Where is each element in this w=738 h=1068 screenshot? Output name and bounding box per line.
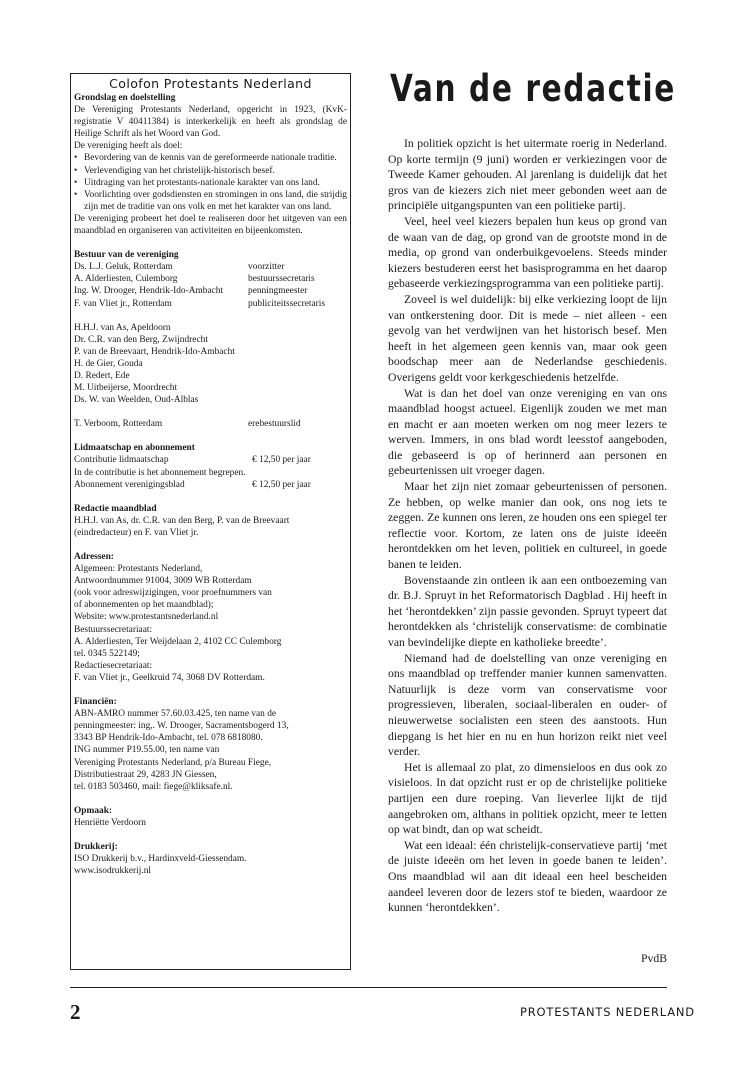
bestuur-lid: H.H.J. van As, Apeldoorn	[74, 322, 171, 333]
financien-heading: Financiën:	[74, 697, 117, 708]
colofon-box	[70, 73, 351, 970]
bestuur-role: bestuurssecretaris	[248, 274, 315, 285]
opmaak-section	[74, 805, 347, 829]
doel-item: • Uitdraging van het protestants-nationale karakter van ons land.	[74, 177, 347, 189]
article-paragraph: Wat een ideaal: één christelijk-conservatieve partij ‘met de juiste ideeën om het leven in goede banen te leiden’. Ons maandblad wil aan dit ideaal een heel bescheiden aandeel leveren door de lezers stof te bieden, waardoor ze kunnen ‘herontdekken’.	[388, 838, 667, 915]
adres-line: tel. 0345 522149;	[74, 648, 140, 659]
bestuur-row	[74, 261, 347, 273]
article-paragraph: Maar het zijn niet zomaar gebeurtenissen of personen. Ze hebben, op welke manier dan ook, ons nog iets te zeggen. Ze kunnen ons leren, ze houden ons een spiegel ter reflectie voor. Kortom, ze laten ons de juiste ideeën herontdekken om het leven, politiek en cultureel, in goede banen te leiden.	[388, 480, 667, 572]
adressen-heading: Adressen:	[74, 552, 114, 562]
adres-line: A. Alderliesten, Ter Weijdelaan 2, 4102 CC Culemborg	[74, 636, 282, 647]
doel-item: • Voorlichting over godsdiensten en stromingen in ons land, die strijdig zijn met de traditie van ons volk en met het karakter van ons land.	[74, 189, 347, 213]
bestuur-lid: P. van de Breevaart, Hendrik-Ido-Ambacht	[74, 346, 235, 357]
financien-section	[74, 696, 347, 793]
erebestuur-row	[74, 418, 347, 430]
bestuur-name: Ing. W. Drooger, Hendrik-Ido-Ambacht	[74, 286, 224, 297]
contributie-row	[74, 454, 347, 466]
adres-line: (ook voor adreswijzigingen, voor proefnummers van	[74, 588, 272, 599]
bestuur-lid: Dr. C.R. van den Berg, Zwijndrecht	[74, 334, 208, 345]
doel-intro: De vereniging heeft als doel:	[74, 141, 183, 152]
financien-line: Distributiestraat 29, 4283 JN Giessen,	[74, 769, 217, 780]
opmaak-heading: Opmaak:	[74, 805, 113, 816]
doel-item: • Bevordering van de kennis van de gereformeerde nationale traditie.	[74, 152, 347, 164]
redactie-heading: Redactie maandblad	[74, 503, 157, 514]
drukkerij-heading: Drukkerij:	[74, 841, 118, 852]
adres-line: Antwoordnummer 91004, 3009 WB Rotterdam	[74, 576, 252, 587]
bestuur-name: Ds. L.J. Geluk, Rotterdam	[74, 262, 173, 273]
article-paragraph: Bovenstaande zin ontleen ik aan een ontboezeming van dr. B.J. Spruyt in het Reformatorisch Dagblad . Hij heeft in het ‘herontdekken’ zijn passie gevonden. Spruyt typeert dat herontdekken als ‘christelijk conservatisme: de combinatie van bevindelijke diepte en katholieke breedte’.	[388, 573, 667, 649]
publication-name: PROTESTANTS NEDERLAND	[520, 1005, 695, 1019]
opmaak-text: Henriëtte Verdoorn	[74, 817, 146, 828]
abonnement-label: Abonnement verenigingsblad	[74, 479, 185, 490]
bestuur-name: A. Alderliesten, Culemborg	[74, 274, 178, 285]
bestuur-lid: D. Redert, Ede	[74, 370, 130, 381]
doel-item: • Verlevendiging van het christelijk-historisch besef.	[74, 165, 347, 177]
financien-line: ABN-AMRO nummer 57.60.03.425, ten name van de	[74, 709, 277, 720]
drukkerij-section	[74, 841, 347, 877]
bestuur-lid: H. de Gier, Gouda	[74, 358, 143, 369]
bestuur-heading: Bestuur van de vereniging	[74, 250, 179, 261]
article-paragraph: Zoveel is wel duidelijk: bij elke verkiezing loopt de lijn van ontkerstening door. Dit is mede – niet alleen - een gevolg van het verdwijnen van het historisch besef. Men heeft in het algemeen geen kennis van, maar ook geen boodschap meer aan de Nederlandse geschiedenis. Overigens geldt voor kerkgeschiedenis hetzelfde.	[388, 292, 667, 384]
grondslag-text: De Vereniging Protestants Nederland, opgericht in 1923, (KvK-registratie V 40411384) is interkerkelijk en heeft als grondslag de Heilige Schrift als het Woord van God.	[74, 105, 347, 140]
lidmaatschap-heading: Lidmaatschap en abonnement	[74, 443, 195, 454]
bestuur-role: publiciteitssecretaris	[248, 298, 326, 309]
article-body	[388, 136, 667, 916]
article-paragraph: In politiek opzicht is het uitermate roerig in Nederland. Op korte termijn (9 juni) worden er verkiezingen voor de Tweede Kamer gehouden. Al jarenlang is duidelijk dat het gros van de kiezers zich niet meer gebonden weet aan de principiële uitgangspunten van een politieke partij.	[388, 137, 667, 213]
bestuur-name: F. van Vliet jr., Rotterdam	[74, 298, 172, 309]
adres-line: Redactiesecretariaat:	[74, 660, 153, 671]
footer-divider	[70, 987, 667, 988]
bestuur-role: voorzitter	[248, 262, 285, 273]
financien-line: ING nummer P19.55.00, ten name van	[74, 745, 220, 756]
financien-line: Vereniging Protestants Nederland, p/a Bureau Fiege,	[74, 757, 272, 768]
article-signature: PvdB	[641, 952, 667, 965]
article-paragraph: Wat is dan het doel van onze vereniging en van ons maandblad hoogst actueel. Eigenlijk zouden we met man en macht er aan moeten werken om nog meer lezers te werven. Immers, in ons blad wordt leesstof aangeboden, die gebaseerd is op of herinnerd aan personen en gebeurtenissen uit vroeger dagen.	[388, 386, 667, 478]
contributie-price: € 12,50 per jaar	[252, 455, 311, 466]
adres-line: Bestuurssecretariaat:	[74, 624, 153, 635]
financien-line: penningmeester: ing,. W. Drooger, Sacramentsbogerd 13,	[74, 721, 289, 732]
abonnement-price: € 12,50 per jaar	[252, 479, 311, 490]
drukkerij-line: www.isodrukkerij.nl	[74, 866, 151, 877]
adres-line: Algemeen: Protestants Nederland,	[74, 564, 203, 575]
contributie-label: Contributie lidmaatschap	[74, 455, 169, 466]
article-paragraph: Veel, heel veel kiezers bepalen hun keus op grond van de waan van de dag, op grond van de grootste mond in de media, op grond van onderbuikgevoelens. Steeds minder kiezers bestuderen eerst het basisprogramma en het daarop gebaseerde verkiezingsprogramma van een politieke partij.	[388, 214, 667, 291]
redactie-text: H.H.J. van As, dr. C.R. van den Berg, P. van de Breevaart (eindredacteur) en F. van Vliet jr.	[74, 515, 290, 538]
adres-line: of abonnementen op het maandblad);	[74, 600, 214, 611]
bestuur-role: penningmeester	[248, 286, 308, 297]
bestuur-row	[74, 285, 347, 297]
lidmaatschap-note: In de contributie is het abonnement begrepen.	[74, 467, 246, 478]
article-title: Van de redactie	[390, 67, 676, 110]
financien-line: 3343 BP Hendrik-Ido-Ambacht, tel. 078 6818080.	[74, 733, 263, 744]
adres-line: Website: www.protestantsnederland.nl	[74, 612, 219, 623]
doelen-list	[74, 152, 347, 212]
colofon-title: Colofon Protestants Nederland	[109, 76, 312, 91]
grondslag-slot: De vereniging probeert het doel te realiseren door het uitgeven van een maandblad en organiseren van activiteiten en bijeenkomsten.	[74, 213, 347, 237]
bestuur-section	[74, 249, 347, 430]
article-paragraph: Niemand had de doelstelling van onze vereniging en ons maandblad op treffender manier kunnen samenvatten. Natuurlijk is deze vorm van conservatisme voor progressieven, liberalen, sociaal-liberalen en ouder- of nieuwerwetse socialisten een steen des aanstoots. Hun diepgang is het hier en nu en hun horizon reikt niet veel verder.	[388, 651, 667, 759]
lidmaatschap-section	[74, 442, 347, 490]
redactie-section	[74, 503, 347, 539]
grondslag-heading: Grondslag en doelstelling	[74, 93, 176, 103]
bestuur-lid: M. Uitbeijerse, Moordrecht	[74, 383, 178, 394]
page-number: 2	[70, 1000, 81, 1024]
adressen-section	[74, 551, 347, 684]
bestuur-row	[74, 273, 347, 285]
financien-line: tel. 0183 503460, mail: fiege@kliksafe.nl.	[74, 781, 233, 792]
bestuur-row	[74, 298, 347, 310]
article-paragraph: Het is allemaal zo plat, zo dimensieloos en dus ook zo visieloos. In dat opzicht rust er op de christelijke politieke partijen een dure roeping. Van lieverlee lijkt de tijd aangebroken om, althans in politiek opzicht, meer te letten op wat bindt, dan op wat scheidt.	[388, 760, 667, 837]
erebestuur-name: T. Verboom, Rotterdam	[74, 419, 163, 430]
drukkerij-line: ISO Drukkerij b.v., Hardinxveld-Giessendam.	[74, 854, 247, 865]
erebestuur-role: erebestuurslid	[248, 419, 301, 430]
abonnement-row	[74, 479, 347, 491]
bestuur-lid: Ds. W. van Weelden, Oud-Alblas	[74, 395, 199, 406]
adres-line: F. van Vliet jr., Geelkruid 74, 3068 DV Rotterdam.	[74, 672, 265, 683]
grondslag-section	[74, 92, 347, 237]
